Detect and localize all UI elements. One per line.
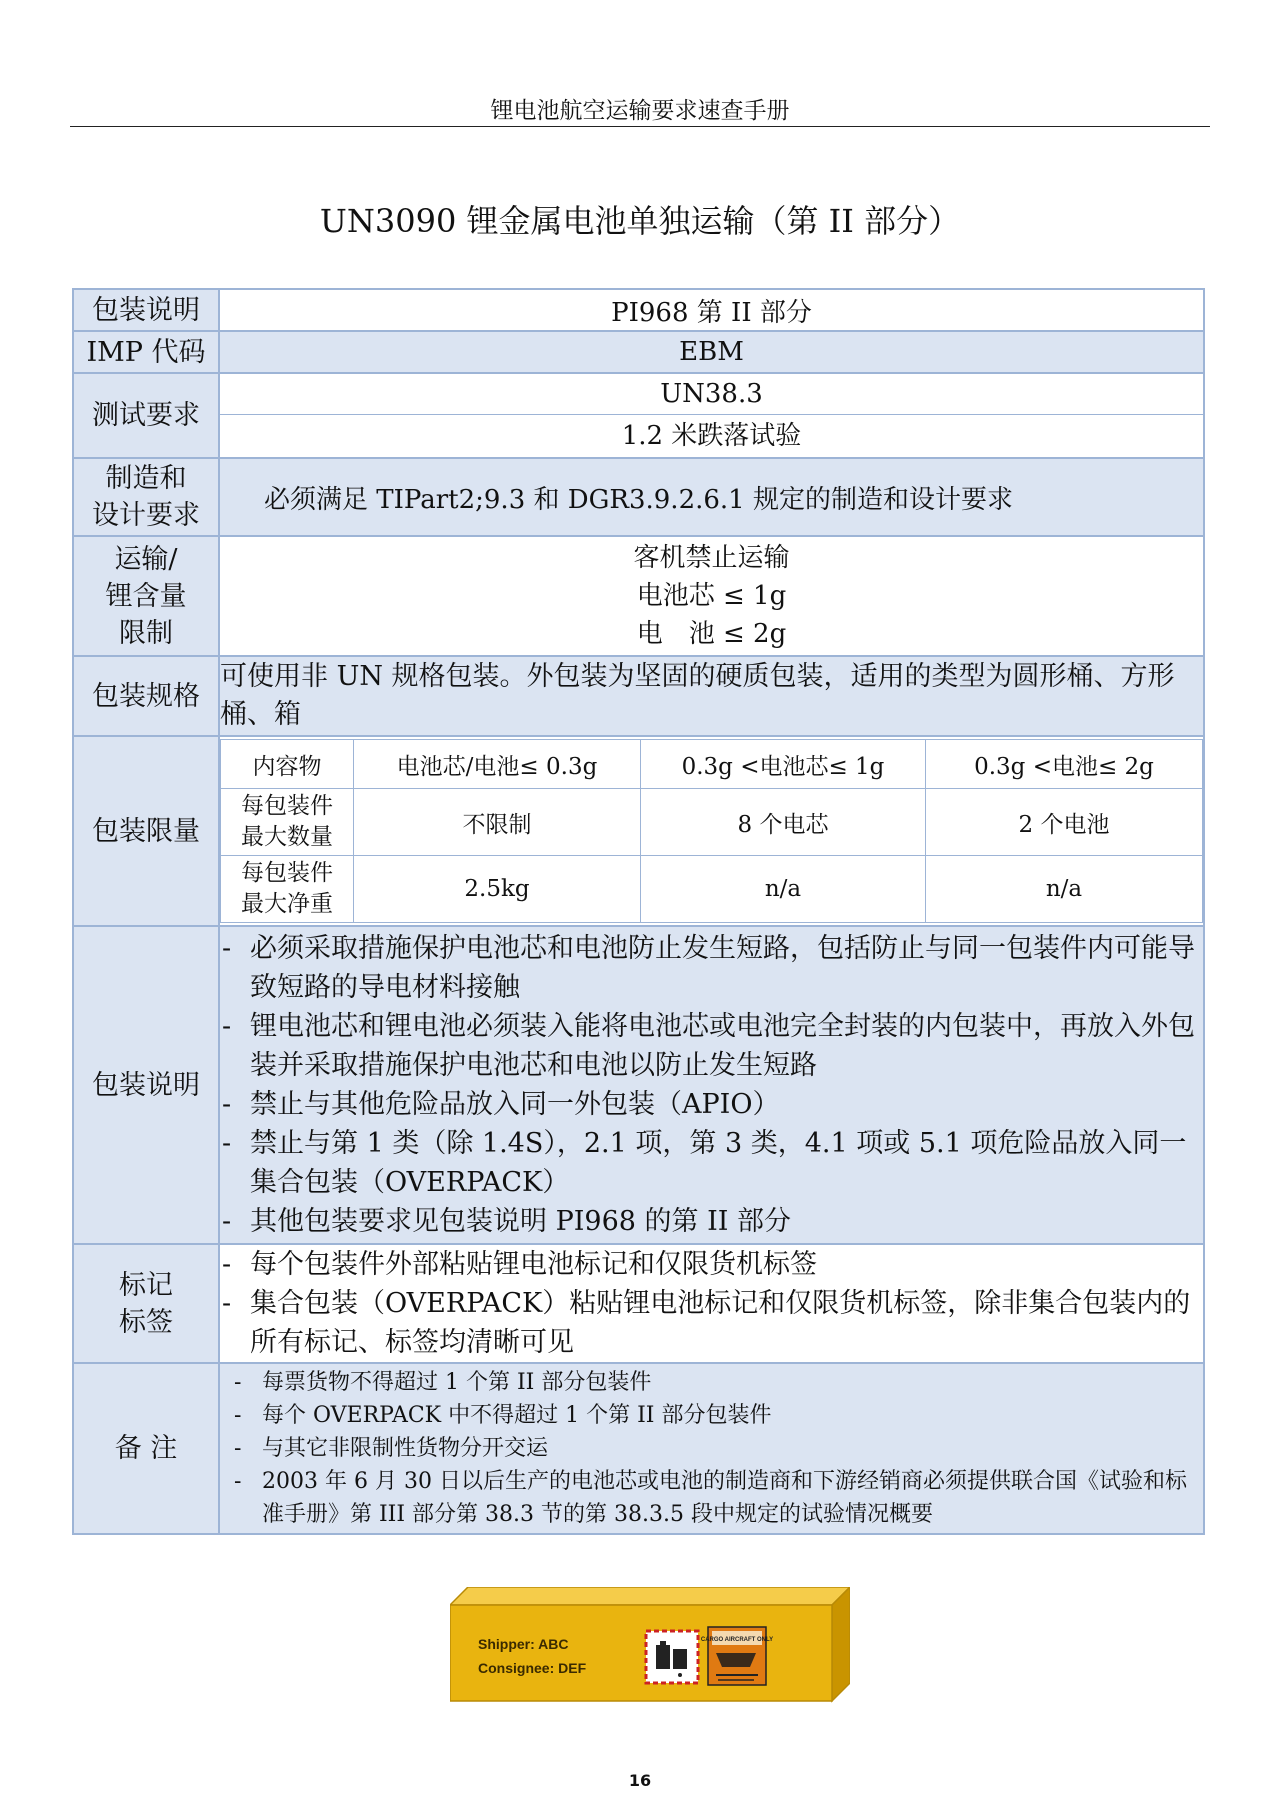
max-qty-cell: 8 个电芯 <box>641 789 926 856</box>
list-item: - 每个 OVERPACK 中不得超过 1 个第 II 部分包装件 <box>232 1399 1195 1432</box>
list-item: - 禁止与其他危险品放入同一外包装（APIO） <box>220 1085 1203 1124</box>
transport-limit-label-line-2: 锂含量 <box>105 580 187 612</box>
marks-label-line-1: 标记 <box>119 1269 173 1301</box>
pack-limit-header: 内容物 <box>221 740 354 789</box>
test-value-un383: UN38.3 <box>220 374 1203 415</box>
max-weight-cell: n/a <box>926 856 1203 923</box>
max-weight-label <box>221 856 354 923</box>
marks-label <box>73 1244 219 1363</box>
page-number: 16 <box>628 1771 652 1790</box>
list-item: - 集合包装（OVERPACK）粘贴锂电池标记和仅限货机标签，除非集合包装内的所有标记、标签均清晰可见 <box>220 1284 1203 1362</box>
list-item: - 禁止与第 1 类（除 1.4S），2.1 项，第 3 类，4.1 项或 5.1 项危险品放入同一集合包装（OVERPACK） <box>220 1124 1203 1202</box>
remarks-list <box>232 1366 1195 1531</box>
cargo-aircraft-only-label-icon <box>701 1627 773 1685</box>
passenger-aircraft-forbidden: 客机禁止运输 <box>633 543 790 573</box>
package-illustration <box>450 1587 850 1703</box>
consignee-text: Consignee: DEF <box>478 1660 587 1676</box>
package-box <box>450 1587 850 1703</box>
test-value-drop: 1.2 米跌落试验 <box>621 421 802 451</box>
list-item: - 与其它非限制性货物分开交运 <box>232 1432 1195 1465</box>
list-item: - 锂电池芯和锂电池必须装入能将电池芯或电池完全封装的内包装中，再放入外包装并采取措施保护电池芯和电池以防止发生短路 <box>220 1007 1203 1085</box>
pack-limit-header: 电池芯/电池≤ 0.3g <box>354 740 641 789</box>
list-item: - 每票货物不得超过 1 个第 II 部分包装件 <box>232 1366 1195 1399</box>
cell-limit: 电池芯 ≤ 1g <box>636 581 787 611</box>
imp-code-label: IMP 代码 <box>73 331 219 373</box>
pack-limit-grid <box>219 736 1204 926</box>
max-qty-label <box>221 789 354 856</box>
box-side <box>832 1587 850 1701</box>
manufacture-label-line-1: 制造和 <box>105 463 187 494</box>
running-header: 锂电池航空运输要求速查手册 <box>490 98 790 124</box>
pack-spec-label: 包装规格 <box>73 656 219 736</box>
box-front <box>450 1605 832 1701</box>
pack-limit-header: 0.3g <电池≤ 2g <box>926 740 1203 789</box>
remarks-label: 备 注 <box>73 1363 219 1534</box>
transport-limit-label-line-1: 运输/ <box>114 543 178 575</box>
manufacture-label-line-2: 设计要求 <box>92 500 200 531</box>
pack-limit-header: 0.3g <电池芯≤ 1g <box>641 740 926 789</box>
requirements-table <box>72 288 1205 1535</box>
transport-limit-label <box>73 536 219 656</box>
transport-limit-values <box>219 536 1204 656</box>
shipper-text: Shipper: ABC <box>478 1636 569 1652</box>
lithium-battery-mark-icon <box>646 1631 698 1683</box>
max-qty-label-line-2: 最大数量 <box>241 824 333 850</box>
packing-instruction-label: 包装说明 <box>73 289 219 331</box>
page-title: UN3090 锂金属电池单独运输（第 II 部分） <box>319 202 961 240</box>
header-divider <box>70 126 1210 127</box>
marks <box>219 1244 1204 1363</box>
list-item: - 其他包装要求见包装说明 PI968 的第 II 部分 <box>220 1202 1203 1241</box>
imp-code-value: EBM <box>219 331 1204 373</box>
box-top <box>450 1587 850 1605</box>
transport-limit-label-line-3: 限制 <box>119 617 173 649</box>
packing-instruction-value: PI968 第 II 部分 <box>219 289 1204 331</box>
list-item: - 必须采取措施保护电池芯和电池防止发生短路，包括防止与同一包装件内可能导致短路的导电材料接触 <box>220 929 1203 1007</box>
max-qty-cell: 2 个电池 <box>926 789 1203 856</box>
pack-limit-table <box>220 739 1203 923</box>
pack-notes-label: 包装说明 <box>73 926 219 1244</box>
pack-limit-label: 包装限量 <box>73 736 219 926</box>
max-weight-label-line-1: 每包装件 <box>241 860 333 886</box>
test-label: 测试要求 <box>73 373 219 458</box>
marks-list <box>220 1245 1203 1362</box>
max-qty-cell: 不限制 <box>354 789 641 856</box>
test-values <box>219 373 1204 458</box>
manufacture-value: 必须满足 TIPart2;9.3 和 DGR3.9.2.6.1 规定的制造和设计要求 <box>219 458 1204 536</box>
list-item: - 2003 年 6 月 30 日以后生产的电池芯或电池的制造商和下游经销商必须提供联合国《试验和标准手册》第 III 部分第 38.3 节的第 38.3.5 段中规定的试验情况概要 <box>232 1465 1195 1531</box>
pack-notes-list <box>220 929 1203 1241</box>
marks-label-line-2: 标签 <box>119 1306 173 1338</box>
max-qty-label-line-1: 每包装件 <box>241 793 333 819</box>
cargo-label-text: CARGO AIRCRAFT ONLY <box>700 1637 774 1643</box>
pack-notes <box>219 926 1204 1244</box>
max-weight-label-line-2: 最大净重 <box>241 891 333 917</box>
max-weight-cell: n/a <box>641 856 926 923</box>
max-weight-cell: 2.5kg <box>354 856 641 923</box>
manufacture-label <box>73 458 219 536</box>
pack-spec-value: 可使用非 UN 规格包装。外包装为坚固的硬质包装，适用的类型为圆形桶、方形桶、箱 <box>219 656 1204 736</box>
list-item: - 每个包装件外部粘贴锂电池标记和仅限货机标签 <box>220 1245 1203 1284</box>
battery-limit: 电 池 ≤ 2g <box>636 619 787 649</box>
remarks <box>219 1363 1204 1534</box>
